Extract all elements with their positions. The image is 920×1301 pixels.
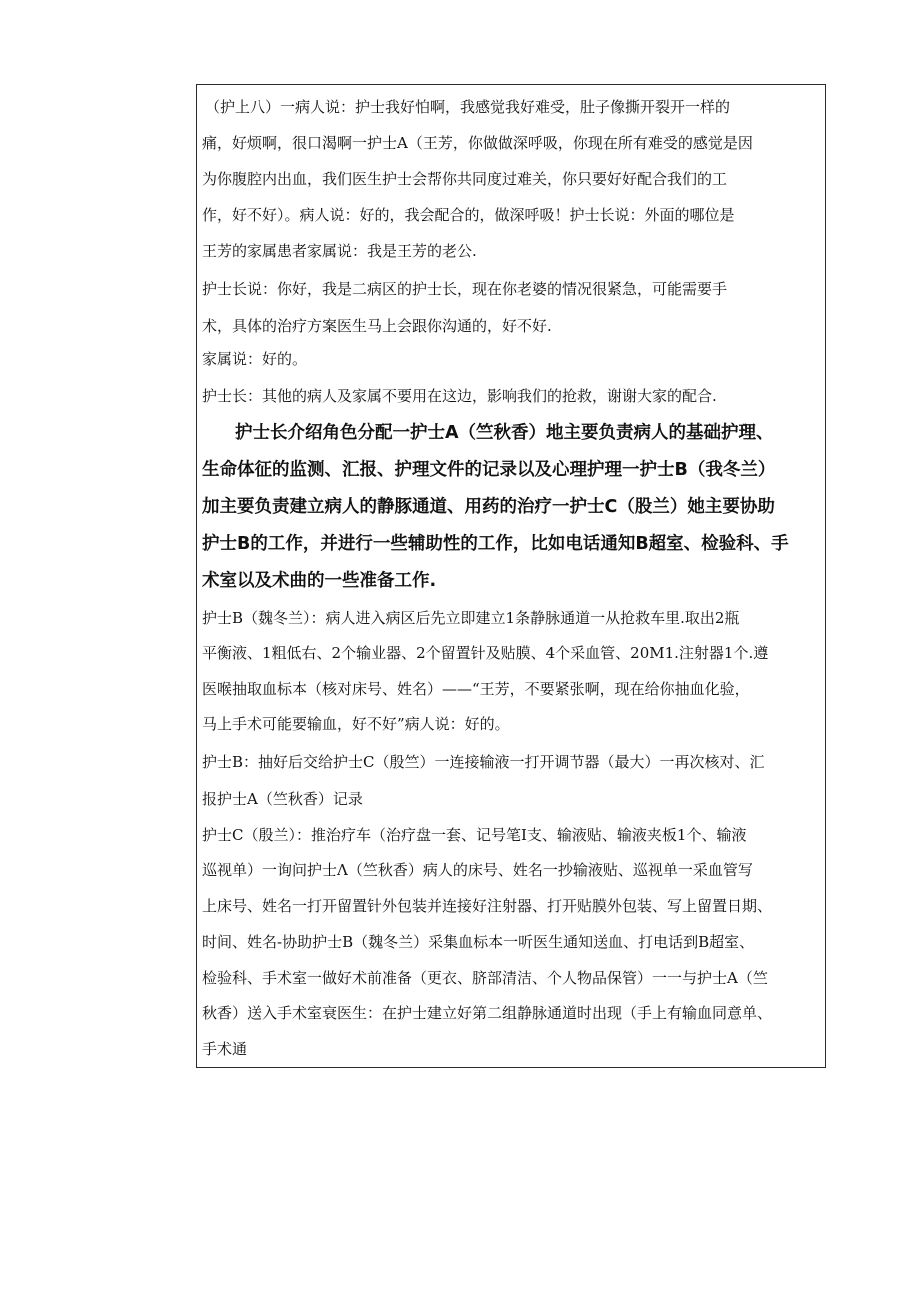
text-line: 护士C（殷兰）：推治疗车（治疗盘一套、记号笔I支、输液贴、输液夹板1个、输液 [202, 826, 747, 844]
text-line: 马上手术可能要输血，好不好”病人说：好的。 [202, 715, 510, 733]
text-line: 作，好不好）。病人说：好的，我会配合的，做深呼吸！护士长说：外面的哪位是 [202, 206, 735, 224]
text-line: 为你腹腔内出血，我们医生护士会帮你共同度过难关，你只要好好配合我们的工 [202, 170, 728, 188]
text-table-cell [196, 84, 826, 1068]
role-assignment-line: 加主要负责建立病人的静豚通道、用药的治疗一护士C（股兰）她主要协助 [202, 497, 775, 517]
text-line: 手术通 [202, 1040, 248, 1058]
text-line: 王芳的家属患者家属说：我是王芳的老公. [202, 242, 477, 260]
text-line: 痛，好烦啊，很口渴啊一护士A（王芳，你做做深呼吸，你现在所有难受的感觉是因 [202, 134, 753, 152]
text-line: 平衡液、1粗低右、2个输业器、2个留置针及贴膜、4个采血管、20M1.注射器1个.遵 [202, 644, 769, 662]
text-line: 护士B：抽好后交给护士C（殷竺）一连接输液一打开调节器（最大）一再次核对、汇 [202, 753, 765, 771]
text-line: 术，具体的治疗方案医生马上会跟你沟通的，好不好. [202, 317, 552, 335]
role-assignment-line: 术室以及术曲的一些准备工作. [202, 571, 437, 591]
text-line: 护士B（魏冬兰）：病人进入病区后先立即建立1条静脉通道一从抢救车里.取出2瓶 [202, 609, 740, 627]
text-line: 上床号、姓名一打开留置针外包装并连接好注射器、打开贴膜外包装、写上留置日期、 [202, 897, 773, 915]
text-line: 家属说：好的。 [202, 350, 308, 368]
text-line: 护士长说：你好，我是二病区的护士长，现在你老婆的情况很紧急，可能需要手 [202, 280, 728, 298]
role-assignment-line: 护士长介绍角色分配一护士A（竺秋香）地主要负责病人的基础护理、 [235, 423, 774, 443]
text-line: 报护士A（竺秋香）记录 [202, 790, 363, 808]
role-assignment-line: 护士B的工作，并进行一些辅助性的工作，比如电话通知B超室、检验科、手 [202, 534, 789, 554]
text-line: 护士长：其他的病人及家属不要用在这边，影响我们的抢救，谢谢大家的配合. [202, 387, 717, 405]
text-line: （护上八）一病人说：护士我好怕啊，我感觉我好难受，肚子像撕开裂开一样的 [205, 98, 731, 116]
text-line: 秋香）送入手术室衰医生：在护士建立好第二组静脉通道时出现（手上有输血同意单、 [202, 1004, 773, 1022]
role-assignment-line: 生命体征的监测、汇报、护理文件的记录以及心理护理一护士B（我冬兰） [202, 460, 776, 480]
text-line: 时间、姓名-协助护士B（魏冬兰）采集血标本一听医生通知送血、打电话到B超室、 [202, 933, 755, 951]
text-line: 检验科、手术室一做好术前准备（更衣、脐部清洁、个人物品保管）一一与护士A（竺 [202, 969, 768, 987]
text-line: 巡视单）一询问护士Λ（竺秋香）病人的床号、姓名一抄输液贴、巡视单一采血管写 [202, 861, 753, 879]
text-line: 医喉抽取血标本（核对床号、姓名）——“王芳，不要紧张啊，现在给你抽血化验， [202, 680, 750, 698]
